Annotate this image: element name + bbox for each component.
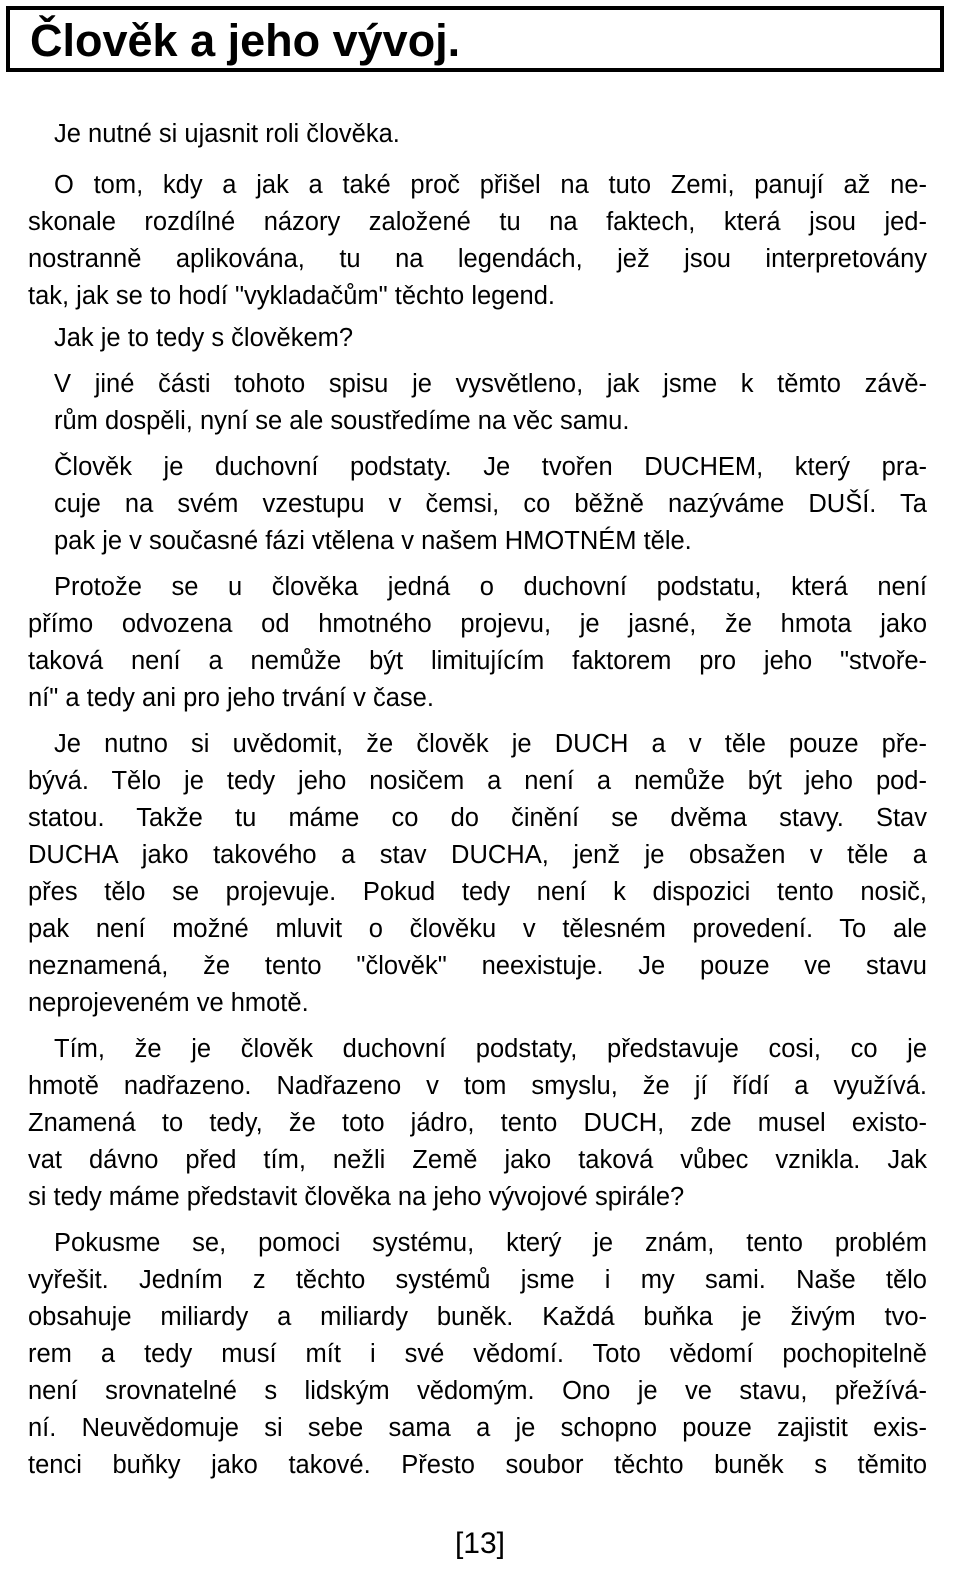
text-line: rům dospěli, nyní se ale soustředíme na věc samu. [54, 407, 630, 435]
page-title: Člověk a jeho vývoj. [30, 15, 461, 66]
text-line: si tedy máme představit člověka na jeho vývojové spirále? [28, 1183, 685, 1211]
text-line: vat dávno před tím, nežli Země jako taková vůbec vznikla. Jak [28, 1146, 927, 1174]
text-line: Jak je to tedy s člověkem? [54, 324, 354, 352]
text-line: Je nutné si ujasnit roli člověka. [54, 120, 400, 148]
page-number: [13] [454, 1527, 506, 1560]
text-line: Protože se u člověka jedná o duchovní podstatu, která není [54, 573, 927, 601]
text-line: ní. Neuvědomuje si sebe sama a je schopno pouze zajistit exis- [28, 1414, 927, 1442]
text-line: V jiné části tohoto spisu je vysvětleno, jak jsme k těmto závě- [54, 370, 927, 398]
text-line: taková není a nemůže být limitujícím faktorem pro jeho "stvoře- [28, 647, 927, 675]
text-line: obsahuje miliardy a miliardy buněk. Každá buňka je živým tvo- [28, 1303, 927, 1331]
text-line: neprojeveném ve hmotě. [28, 989, 309, 1017]
text-line: pak je v současné fázi vtělena v našem HMOTNÉM těle. [54, 527, 692, 555]
text-line: přes tělo se projevuje. Pokud tedy není k dispozici tento nosič, [28, 878, 927, 906]
text-line: skonale rozdílné názory založené tu na faktech, která jsou jed- [28, 208, 927, 236]
text-line: Člověk je duchovní podstaty. Je tvořen DUCHEM, který pra- [54, 453, 927, 481]
text-line: cuje na svém vzestupu v čemsi, co běžně nazýváme DUŠÍ. Ta [54, 490, 927, 518]
text-line: Znamená to tedy, že toto jádro, tento DUCH, zde musel existo- [28, 1109, 927, 1137]
text-line: není srovnatelné s lidským vědomým. Ono je ve stavu, přežívá- [28, 1377, 927, 1405]
text-line: bývá. Tělo je tedy jeho nosičem a není a nemůže být jeho pod- [28, 767, 927, 795]
title-box [6, 6, 944, 72]
text-line: ní" a tedy ani pro jeho trvání v čase. [28, 684, 434, 712]
text-line: přímo odvozena od hmotného projevu, je jasné, že hmota jako [28, 610, 927, 638]
text-line: vyřešit. Jedním z těchto systémů jsme i my sami. Naše tělo [28, 1266, 927, 1294]
text-line: nostranně aplikována, tu na legendách, jež jsou interpretovány [28, 245, 927, 273]
text-line: tak, jak se to hodí "vykladačům" těchto legend. [28, 282, 555, 310]
text-line: pak není možné mluvit o člověku v tělesném provedení. To ale [28, 915, 927, 943]
text-line: statou. Takže tu máme co do činění se dvěma stavy. Stav [28, 804, 927, 832]
text-line: hmotě nadřazeno. Nadřazeno v tom smyslu, že jí řídí a využívá. [28, 1072, 927, 1100]
text-line: DUCHA jako takového a stav DUCHA, jenž je obsažen v těle a [28, 841, 927, 869]
text-line: rem a tedy musí mít i své vědomí. Toto vědomí pochopitelně [28, 1340, 927, 1368]
text-line: O tom, kdy a jak a také proč přišel na tuto Zemi, panují až ne- [54, 171, 927, 199]
text-line: tenci buňky jako takové. Přesto soubor těchto buněk s těmito [28, 1451, 927, 1479]
text-line: Pokusme se, pomoci systému, který je znám, tento problém [54, 1229, 927, 1257]
text-line: neznamená, že tento "člověk" neexistuje. Je pouze ve stavu [28, 952, 927, 980]
text-line: Tím, že je člověk duchovní podstaty, představuje cosi, co je [54, 1035, 927, 1063]
text-line: Je nutno si uvědomit, že člověk je DUCH a v těle pouze pře- [54, 730, 927, 758]
